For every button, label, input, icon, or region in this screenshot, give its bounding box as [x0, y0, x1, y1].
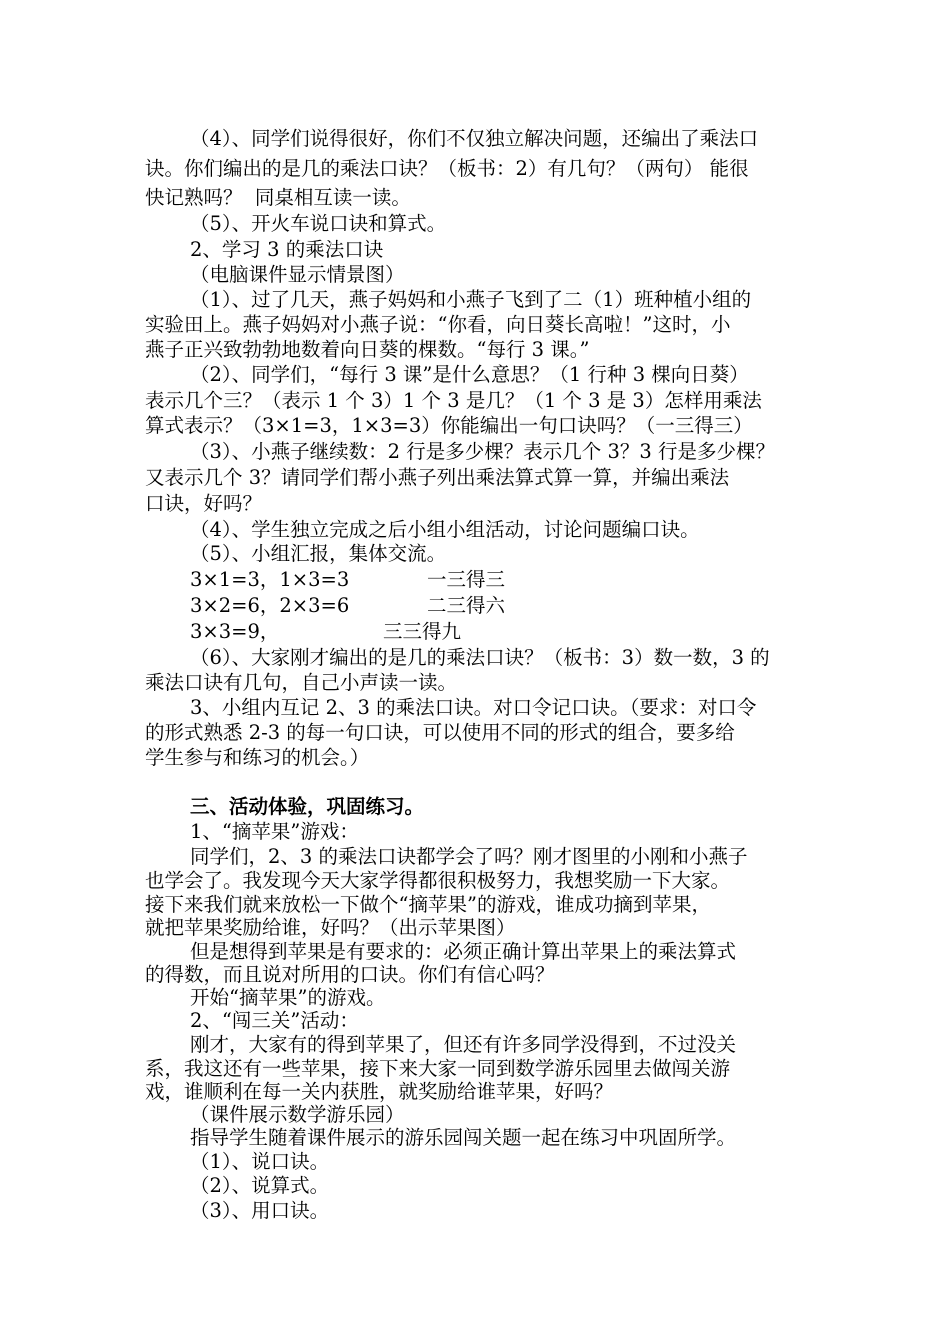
text-line: （3）、小燕子继续数：2 行是多少棵？表示几个 3？3 行是多少棵？ [190, 440, 775, 463]
text-line: 系，我这还有一些苹果，接下来大家一同到数学游乐园里去做闯关游 [145, 1057, 731, 1080]
section-heading: 三、活动体验，巩固练习。 [190, 795, 425, 818]
text-line: （电脑课件显示情景图） [190, 263, 405, 286]
text-line: 快记熟吗？ 同桌相互读一读。 [145, 186, 411, 209]
text-line: 也学会了。我发现今天大家学得都很积极努力，我想奖励一下大家。 [145, 869, 731, 892]
text-line: 乘法口诀有几句，自己小声读一读。 [145, 671, 458, 694]
text-line: （5）、开火车说口诀和算式。 [190, 212, 447, 235]
subsection-heading: 2、“闯三关”活动： [190, 1009, 359, 1032]
text-line: 但是想得到苹果是有要求的：必须正确计算出苹果上的乘法算式 [190, 940, 737, 963]
text-line: 的形式熟悉 2-3 的每一句口诀，可以使用不同的形式的组合，要多给 [145, 721, 735, 744]
text-line: （课件展示数学游乐园） [190, 1103, 405, 1126]
text-line: 指导学生随着课件展示的游乐园闯关题一起在练习中巩固所学。 [190, 1126, 737, 1149]
multiplication-rhyme: 二三得六 [427, 594, 506, 617]
text-line: 就把苹果奖励给谁，好吗？（出示苹果图） [145, 916, 516, 939]
text-line: 口诀，好吗？ [145, 492, 263, 515]
text-line: （2）、同学们，“每行 3 课”是什么意思？（1 行种 3 棵向日葵） [190, 363, 749, 386]
text-line: 3、小组内互记 2、3 的乘法口诀。对口令记口诀。（要求：对口令 [190, 696, 757, 719]
multiplication-rhyme: 一三得三 [427, 568, 506, 591]
text-line: （5）、小组汇报，集体交流。 [190, 542, 447, 565]
list-item: （1）、说口诀。 [190, 1150, 330, 1173]
text-line: 接下来我们就来放松一下做个“摘苹果”的游戏，谁成功摘到苹果， [145, 893, 711, 916]
text-line: 燕子正兴致勃勃地数着向日葵的棵数。“每行 3 课。” [145, 338, 590, 361]
text-line: 又表示几个 3？请同学们帮小燕子列出乘法算式算一算，并编出乘法 [145, 466, 730, 489]
text-line: 算式表示？（3×1=3，1×3=3）你能编出一句口诀吗？（一三得三） [145, 414, 753, 437]
text-line: 戏，谁顺利在每一关内获胜，就奖励给谁苹果，好吗？ [145, 1080, 614, 1103]
text-line: 的得数，而且说对所用的口诀。你们有信心吗？ [145, 963, 555, 986]
text-line: （4）、同学们说得很好，你们不仅独立解决问题，还编出了乘法口 [190, 127, 759, 150]
text-line: 开始“摘苹果”的游戏。 [190, 986, 386, 1009]
text-line: 诀。你们编出的是几的乘法口诀？（板书：2）有几句？（两句） 能很 [145, 157, 749, 180]
text-line: 同学们，2、3 的乘法口诀都学会了吗？刚才图里的小刚和小燕子 [190, 845, 748, 868]
text-line: 学生参与和练习的机会。） [145, 746, 370, 769]
equation: 3×3=9， [190, 620, 280, 643]
equation: 3×2=6，2×3=6 [190, 594, 350, 617]
text-line: 实验田上。燕子妈妈对小燕子说：“你看，向日葵长高啦！”这时，小 [145, 313, 731, 336]
equation: 3×1=3，1×3=3 [190, 568, 350, 591]
subsection-heading: 1、“摘苹果”游戏： [190, 820, 359, 843]
section-heading: 2、学习 3 的乘法口诀 [190, 238, 384, 261]
multiplication-rhyme: 三三得九 [383, 620, 462, 643]
list-item: （2）、说算式。 [190, 1174, 330, 1197]
text-line: 表示几个三？（表示 1 个 3）1 个 3 是几？（1 个 3 是 3）怎样用乘法 [145, 389, 762, 412]
text-line: 刚才，大家有的得到苹果了，但还有许多同学没得到，不过没关 [190, 1033, 737, 1056]
text-line: （4）、学生独立完成之后小组小组活动，讨论问题编口诀。 [190, 518, 700, 541]
text-line: （1）、过了几天，燕子妈妈和小燕子飞到了二（1）班种植小组的 [190, 288, 752, 311]
list-item: （3）、用口诀。 [190, 1199, 330, 1222]
text-line: （6）、大家刚才编出的是几的乘法口诀？（板书：3）数一数，3 的 [190, 646, 770, 669]
